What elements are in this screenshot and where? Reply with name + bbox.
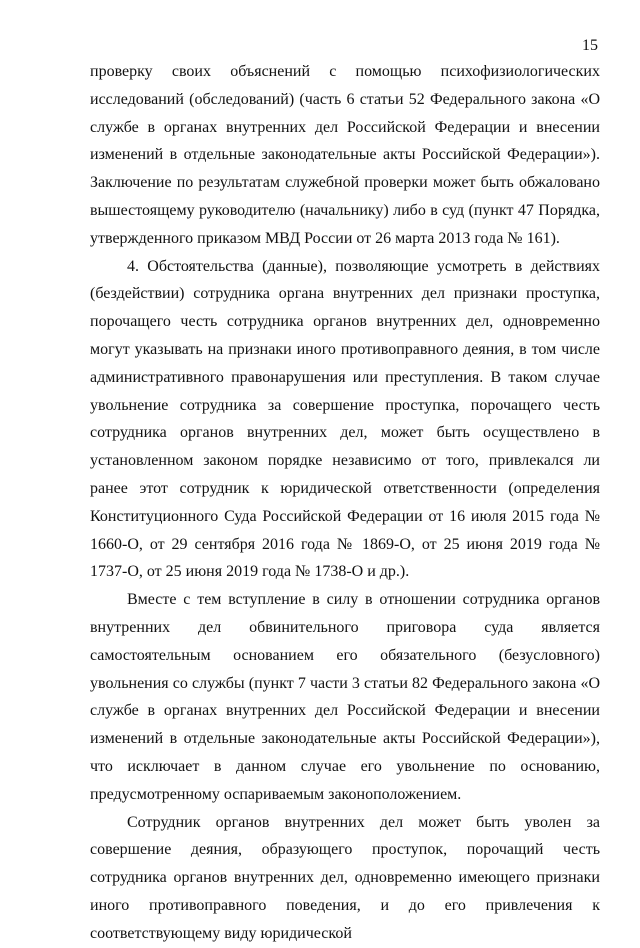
page-number: 15 (582, 37, 598, 54)
paragraph-conviction-grounds: Вместе с тем вступление в силу в отношении сотрудника органов внутренних дел обвинительного приговора суда является самостоятельным основанием его обязательного (безусловного) увольнения со службы (пункт 7 части 3 статьи 82 Федерального закона «О службе в органах внутренних дел Российской Федерации и внесении изменений в отдельные законодательные акты Российской Федерации»), что исключает в данном случае его увольнение по основанию, предусмотренному оспариваемым законоположением. (90, 591, 600, 803)
document-body (90, 58, 600, 948)
paragraph-item-4: 4. Обстоятельства (данные), позволяющие усмотреть в действиях (бездействии) сотрудника органа внутренних дел признаки проступка, порочащего честь сотрудника органов внутренних дел, одновременно могут указывать на признаки иного противоправного деяния, в том числе административного правонарушения или преступления. В таком случае увольнение сотрудника за совершение проступка, порочащего честь сотрудника органов внутренних дел, может быть осуществлено в установленном законом порядке независимо от того, привлекался ли ранее этот сотрудник к юридической ответственности (определения Конституционного Суда Российской Федерации от 16 июля 2015 года № 1660-О, от 29 сентября 2016 года № 1869-О, от 25 июня 2019 года № 1737-О, от 25 июня 2019 года № 1738-О и др.). (90, 257, 600, 581)
paragraph-continued: проверку своих объяснений с помощью психофизиологических исследований (обследований) (часть 6 статьи 52 Федерального закона «О службе в органах внутренних дел Российской Федерации и внесении изменений в отдельные законодательные акты Российской Федерации»). Заключение по результатам служебной проверки может быть обжаловано вышестоящему руководителю (начальнику) либо в суд (пункт 47 Порядка, утвержденного приказом МВД России от 26 марта 2013 года № 161). (90, 63, 600, 247)
paragraph-dismissal: Сотрудник органов внутренних дел может быть уволен за совершение деяния, образующего проступок, порочащий честь сотрудника органов внутренних дел, одновременно имеющего признаки иного противоправного поведения, и до его привлечения к соответствующему виду юридической (90, 813, 600, 942)
